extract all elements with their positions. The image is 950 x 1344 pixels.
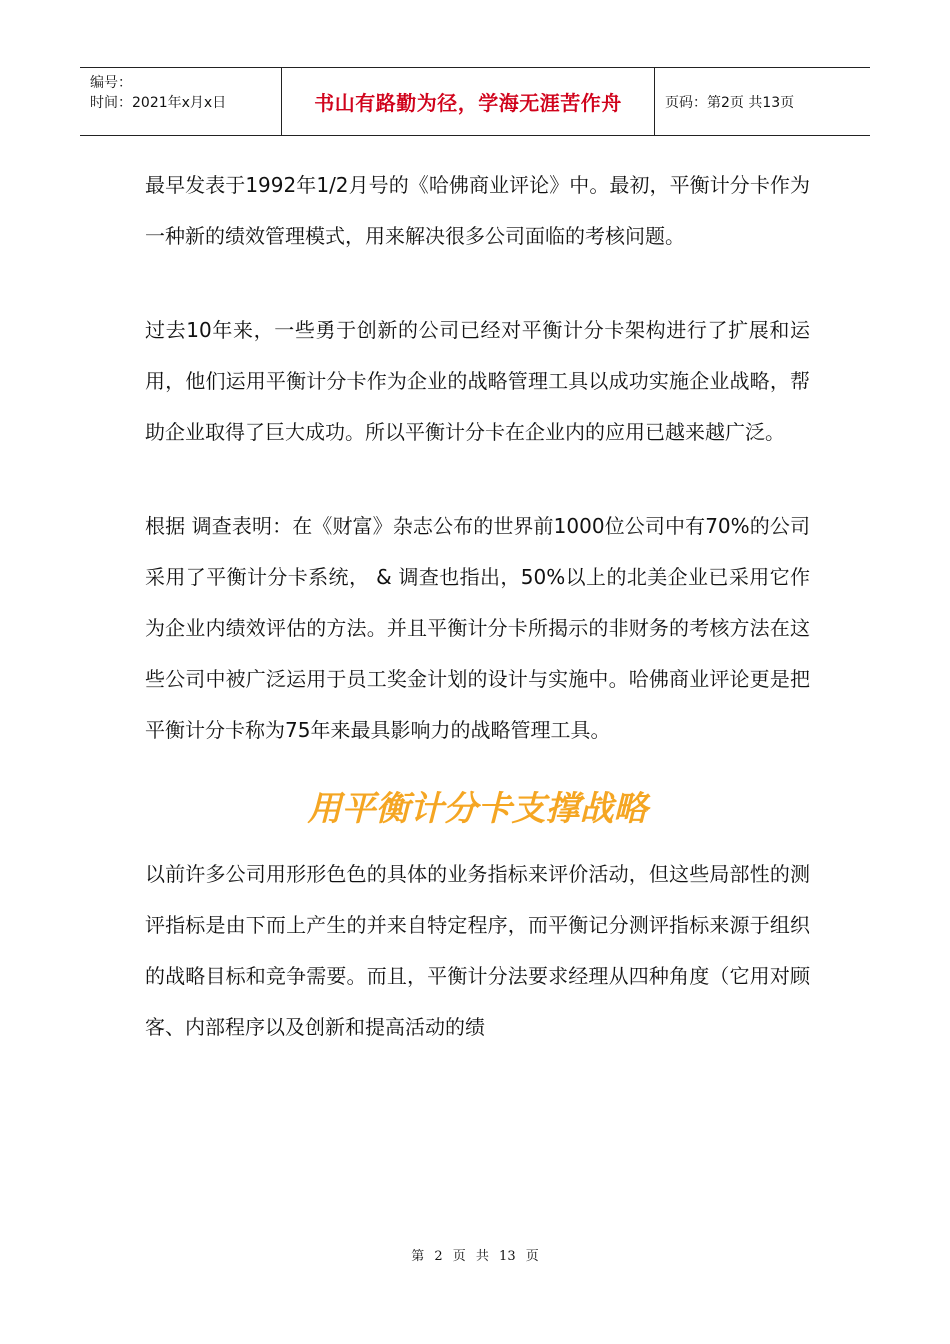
section-heading: 用平衡计分卡支撑战略 xyxy=(307,789,648,829)
header-motto: 书山有路勤为径，学海无涯苦作舟 xyxy=(282,68,655,135)
header-time-label: 时间：2021年x月x日 xyxy=(90,95,227,111)
header-number-label: 编号： xyxy=(90,75,132,91)
document-header xyxy=(80,67,870,136)
document-body xyxy=(145,160,810,1053)
section-paragraph: 以前许多公司用形形色色的具体的业务指标来评价活动，但这些局部性的测评指标是由下而上产生的并来自特定程序，而平衡记分测评指标来源于组织的战略目标和竞争需要。而且，平衡计分法要求经理从四种角度（它用对顾客、内部程序以及创新和提高活动的绩 xyxy=(145,862,810,1039)
header-page-info: 页码：第2页 共13页 xyxy=(665,94,795,111)
body-paragraph-3: 根据 调查表明：在《财富》杂志公布的世界前1000位公司中有70%的公司采用了平衡计分卡系统， & 调查也指出，50%以上的北美企业已采用它作为企业内绩效评估的方法。并且平衡计分卡所揭示的非财务的考核方法在这些公司中被广泛运用于员工奖金计划的设计与实施中。哈佛商业评论更是把平衡计分卡称为75年来最具影响力的战略管理工具。 xyxy=(145,514,810,742)
body-paragraph-2: 过去10年来，一些勇于创新的公司已经对平衡计分卡架构进行了扩展和运用，他们运用平衡计分卡作为企业的战略管理工具以成功实施企业战略，帮助企业取得了巨大成功。所以平衡计分卡在企业内的应用已越来越广泛。 xyxy=(145,318,810,444)
page-footer: 第 2 页 共 13 页 xyxy=(411,1249,539,1264)
header-meta xyxy=(80,68,282,135)
body-paragraph-1: 最早发表于1992年1/2月号的《哈佛商业评论》中。最初，平衡计分卡作为一种新的绩效管理模式，用来解决很多公司面临的考核问题。 xyxy=(145,173,810,248)
